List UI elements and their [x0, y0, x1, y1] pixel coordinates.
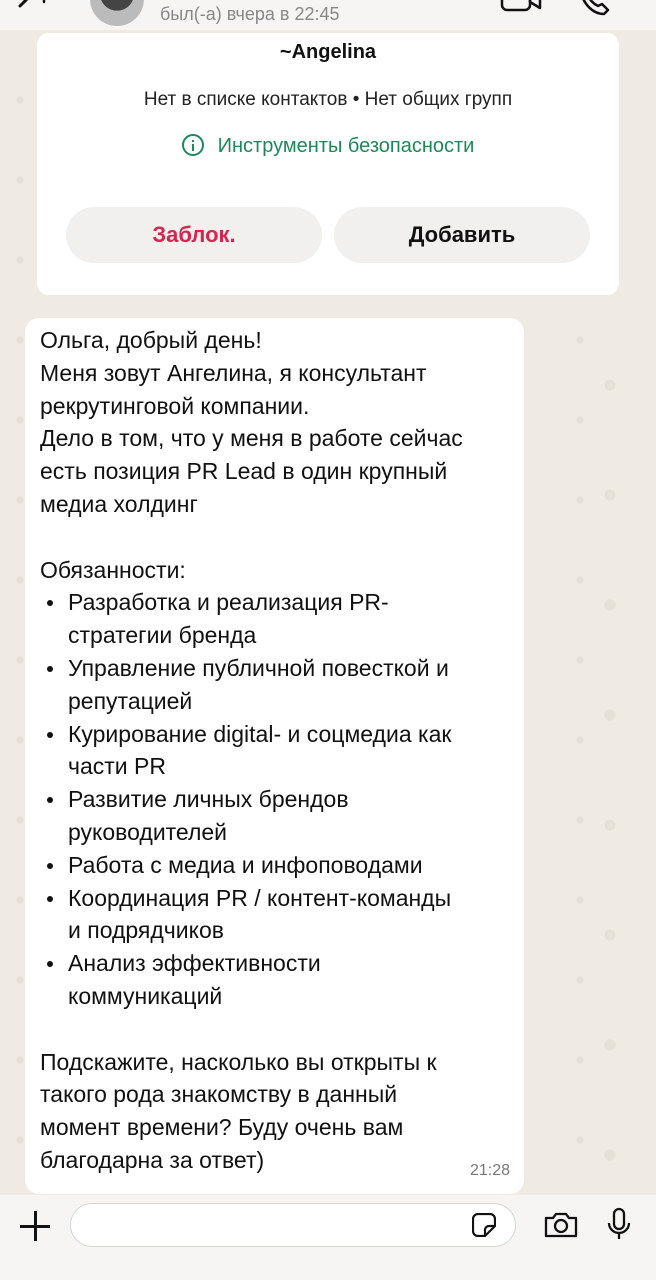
- sticker-icon: [472, 1213, 496, 1237]
- camera-button[interactable]: [543, 1211, 579, 1239]
- duty-line: Анализ эффективности: [68, 950, 321, 977]
- duty-line: стратегии бренда: [68, 622, 257, 649]
- message-input[interactable]: [70, 1203, 516, 1247]
- microphone-icon: [606, 1207, 632, 1243]
- security-tools-label: Инструменты безопасности: [217, 135, 475, 157]
- duty-item: [40, 718, 510, 784]
- message-line: есть позиция PR Lead в один крупный: [40, 458, 448, 485]
- message-line: медиа холдинг: [40, 490, 198, 517]
- voice-call-button[interactable]: [578, 0, 612, 22]
- chevron-left-icon: [14, 0, 54, 24]
- incoming-message-bubble[interactable]: [25, 318, 524, 1194]
- duty-line: Развитие личных брендов: [68, 786, 349, 813]
- duty-line: Работа с медиа и инфоповодами: [68, 851, 423, 878]
- duty-line: Курирование digital- и соцмедиа как: [68, 720, 452, 747]
- video-camera-icon: [500, 0, 544, 20]
- duty-item: [40, 849, 510, 882]
- contact-info-card: [37, 33, 619, 295]
- message-time: 21:28: [469, 1162, 510, 1180]
- duty-line: репутацией: [68, 687, 193, 714]
- duty-line: Координация PR / контент-команды: [68, 884, 452, 911]
- message-line: Меня зовут Ангелина, я консультант: [40, 359, 427, 386]
- duty-line: и подрядчиков: [68, 917, 224, 944]
- message-line: момент времени? Буду очень вам: [40, 1114, 404, 1141]
- camera-icon: [543, 1211, 579, 1239]
- phone-icon: [578, 0, 612, 22]
- duty-item: [40, 947, 510, 1013]
- paragraph-gap: [40, 1013, 510, 1046]
- duty-line: части PR: [68, 753, 166, 780]
- message-line: Подскажите, насколько вы открыты к: [40, 1048, 437, 1075]
- block-button[interactable]: Заблок.: [66, 207, 322, 263]
- duty-item: [40, 652, 510, 718]
- video-call-button[interactable]: [500, 0, 544, 20]
- contact-avatar[interactable]: [90, 0, 144, 26]
- add-contact-button[interactable]: Добавить: [334, 207, 590, 263]
- security-tools-link[interactable]: [37, 134, 619, 158]
- paragraph-gap: [40, 521, 510, 554]
- message-greeting: Ольга, добрый день!: [40, 327, 262, 353]
- duty-line: Управление публичной повесткой и: [68, 654, 449, 681]
- message-line: Дело в том, что у меня в работе сейчас: [40, 425, 463, 452]
- message-line: благодарна за ответ): [40, 1146, 265, 1173]
- duties-title: Обязанности:: [40, 556, 186, 583]
- last-seen-status: был(-а) вчера в 22:45: [160, 4, 340, 24]
- back-button[interactable]: [14, 0, 54, 24]
- attach-button[interactable]: [20, 1211, 50, 1241]
- duty-line: Разработка и реализация PR-: [68, 589, 389, 616]
- message-line: рекрутинговой компании.: [40, 392, 310, 419]
- contact-status-info: Нет в списке контактов • Нет общих групп: [143, 89, 513, 110]
- duty-item: [40, 586, 510, 652]
- voice-message-button[interactable]: [606, 1207, 632, 1243]
- duty-item: [40, 882, 510, 948]
- duties-list: [40, 586, 510, 1012]
- duty-item: [40, 783, 510, 849]
- duty-line: коммуникаций: [68, 982, 223, 1009]
- contact-name: ~Angelina: [279, 41, 377, 63]
- message-composer: [0, 1195, 656, 1280]
- info-circle-icon: [182, 134, 204, 156]
- message-line: такого рода знакомству в данный: [40, 1081, 398, 1108]
- duty-line: руководителей: [68, 818, 228, 845]
- sticker-button[interactable]: [472, 1213, 496, 1237]
- chat-header: [0, 0, 656, 30]
